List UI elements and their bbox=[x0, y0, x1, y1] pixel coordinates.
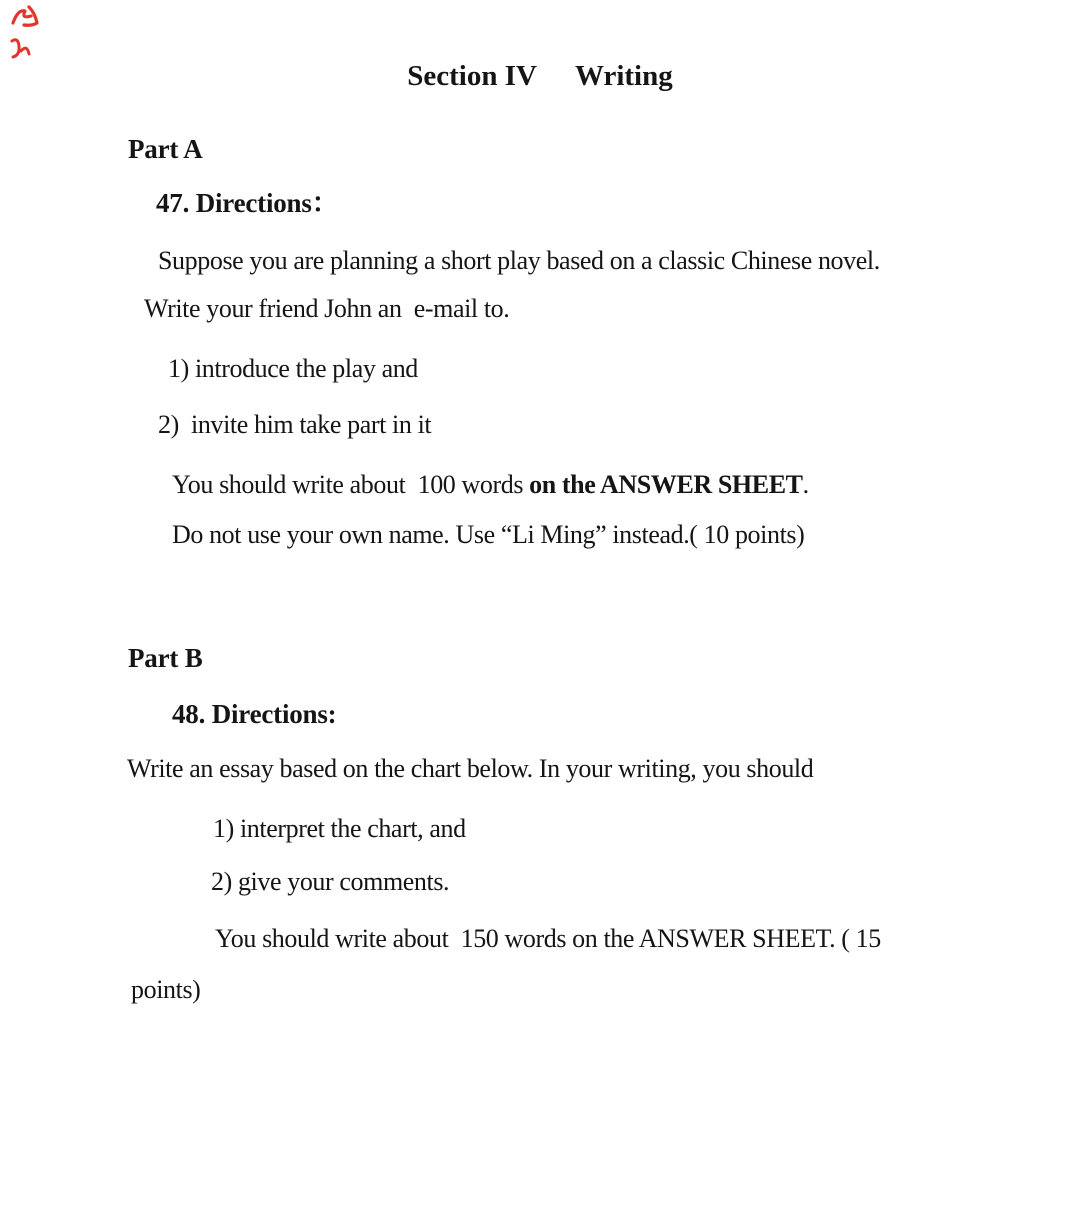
part-a-note-suffix: . bbox=[802, 470, 809, 499]
part-a-heading: Part A bbox=[128, 134, 203, 164]
red-scribble-mark bbox=[4, 2, 50, 64]
section-title-left: Section IV bbox=[407, 60, 537, 92]
part-a-intro-line-1: Suppose you are planning a short play based on a classic Chinese novel. bbox=[158, 246, 880, 275]
part-a-note-bold: on the ANSWER SHEET bbox=[529, 470, 803, 499]
part-b-item-2: 2) give your comments. bbox=[211, 867, 450, 896]
part-a-note-line bbox=[172, 469, 809, 502]
part-a-directions-label: 47. Directions： bbox=[156, 188, 339, 218]
section-title-right: Writing bbox=[574, 60, 673, 92]
part-a-intro-line-2: Write your friend John an e-mail to. bbox=[144, 294, 510, 323]
part-a-item-2: 2) invite him take part in it bbox=[158, 410, 432, 439]
part-a-note-2: Do not use your own name. Use “Li Ming” instead.( 10 points) bbox=[172, 520, 805, 549]
part-a-item-1: 1) introduce the play and bbox=[168, 354, 418, 383]
section-title bbox=[0, 60, 1080, 93]
part-a-note-prefix: You should write about 100 words bbox=[172, 470, 530, 499]
part-b-directions-label: 48. Directions: bbox=[172, 699, 337, 729]
part-b-item-1: 1) interpret the chart, and bbox=[213, 814, 466, 843]
part-b-heading: Part B bbox=[128, 643, 203, 673]
part-b-intro-line-1: Write an essay based on the chart below. In your writing, you should bbox=[127, 754, 814, 783]
part-b-note-line-2: points) bbox=[131, 975, 201, 1004]
red-scribble-stroke-bottom bbox=[12, 40, 29, 57]
red-scribble-stroke-top bbox=[13, 7, 37, 25]
part-b-note-line-1: You should write about 150 words on the ANSWER SHEET. ( 15 bbox=[215, 924, 881, 953]
